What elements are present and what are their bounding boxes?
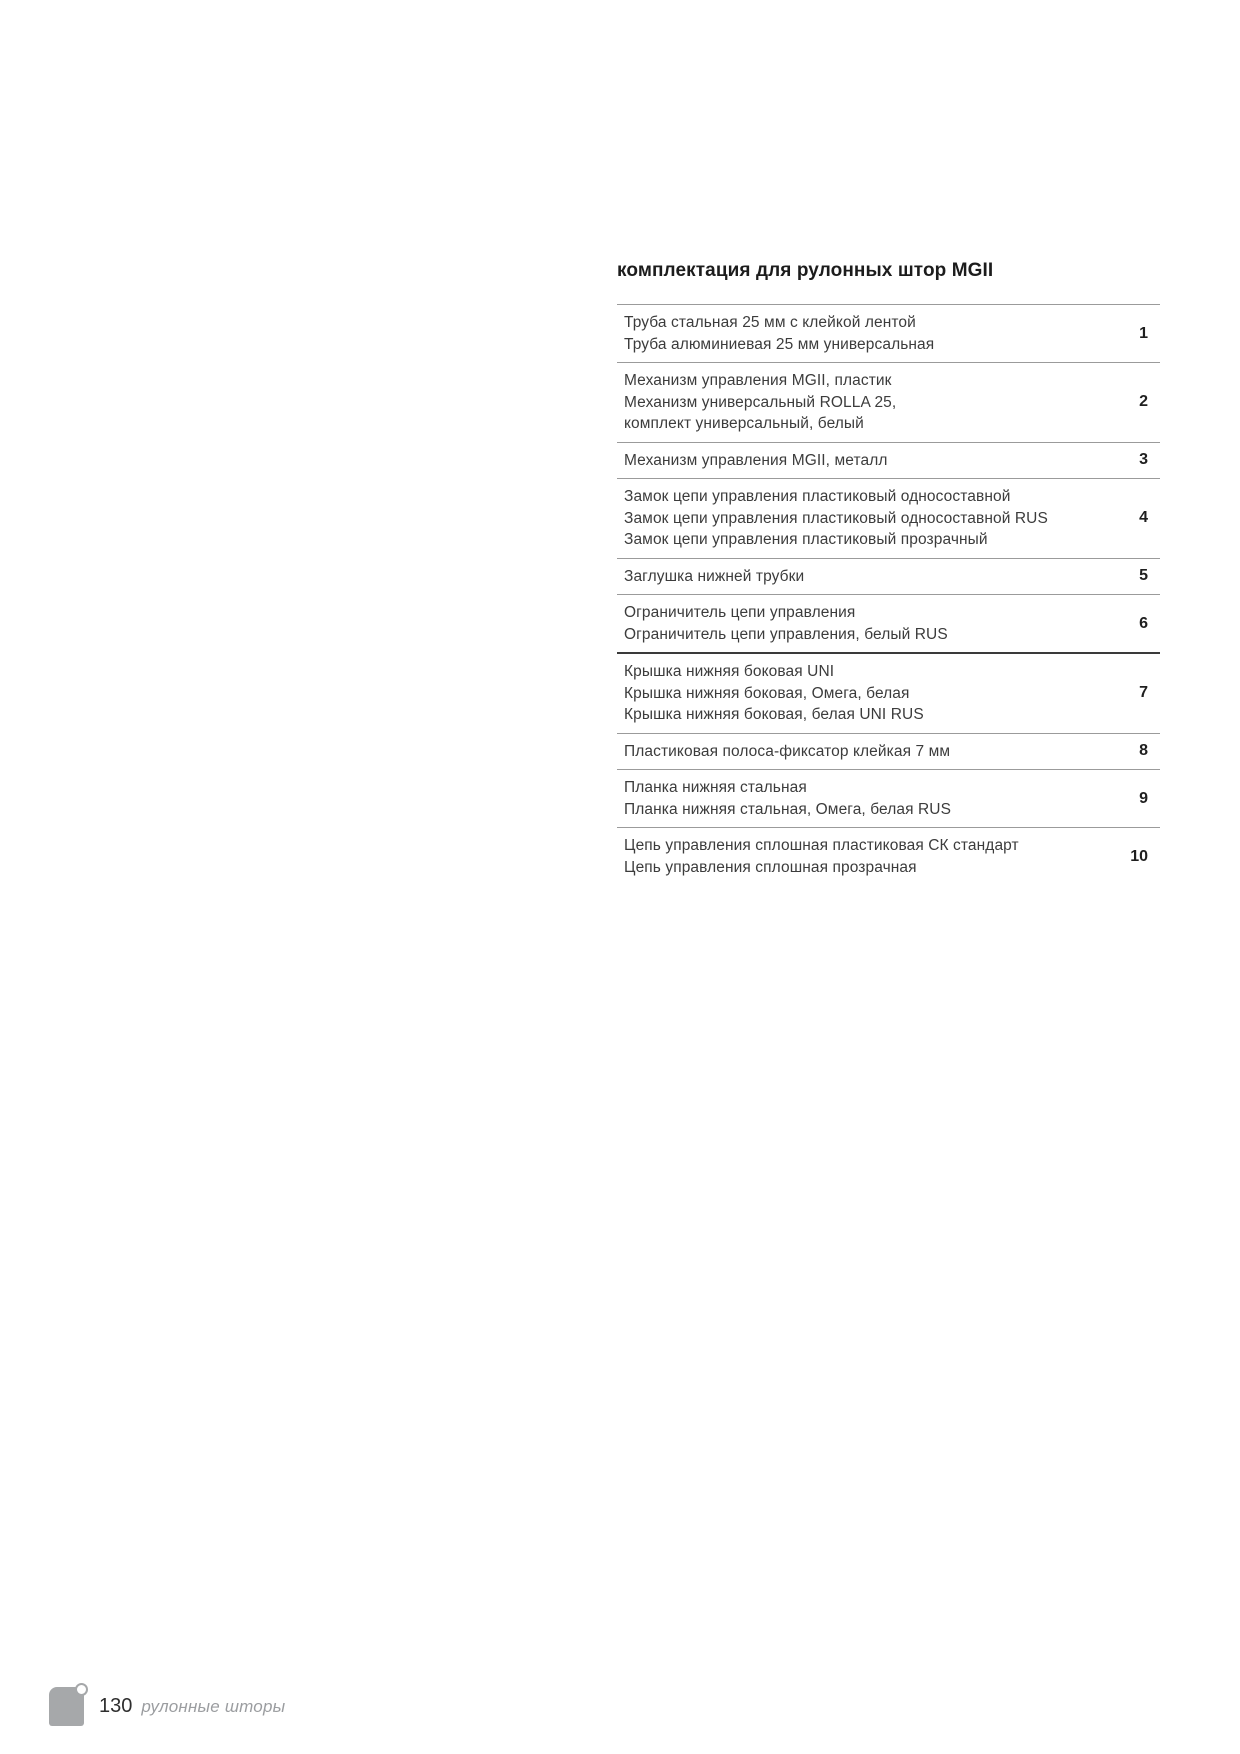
item-description-line: Механизм управления MGII, пластик	[624, 372, 892, 389]
item-description-line: Крышка нижняя боковая, белая UNI RUS	[624, 706, 924, 723]
item-number: 8	[1139, 742, 1148, 760]
item-descriptions	[617, 370, 1092, 435]
parts-table	[617, 304, 1160, 885]
item-description-line: Ограничитель цепи управления, белый RUS	[624, 625, 948, 643]
item-descriptions	[617, 835, 1092, 878]
item-number: 6	[1139, 614, 1148, 632]
footer-section-label: рулонные шторы	[141, 1696, 286, 1716]
table-row	[617, 478, 1160, 558]
table-row	[617, 733, 1160, 770]
page-footer	[49, 1687, 285, 1726]
item-description-line: Механизм универсальный ROLLA 25,	[624, 393, 897, 411]
fabric-swatch-icon	[49, 1687, 84, 1726]
item-number: 4	[1139, 509, 1148, 527]
item-descriptions	[617, 602, 1092, 645]
item-number: 9	[1139, 789, 1148, 807]
item-description-line: Крышка нижняя боковая UNI	[624, 663, 835, 680]
table-row	[617, 652, 1160, 733]
item-descriptions	[617, 661, 1092, 726]
table-row	[617, 362, 1160, 442]
item-descriptions	[617, 450, 1092, 472]
item-description-line: Труба стальная 25 мм с клейкой лентой	[624, 314, 916, 331]
item-description-line: Замок цепи управления пластиковый односоставной RUS	[624, 509, 1048, 527]
item-descriptions	[617, 777, 1092, 820]
item-number: 5	[1139, 567, 1148, 585]
item-number: 2	[1139, 393, 1148, 411]
item-descriptions	[617, 741, 1092, 763]
item-description-line: Пластиковая полоса-фиксатор клейкая 7 мм	[624, 742, 951, 760]
item-descriptions	[617, 486, 1092, 551]
item-description-line: комплект универсальный, белый	[624, 415, 864, 432]
item-description-line: Замок цепи управления пластиковый прозрачный	[624, 531, 988, 548]
item-description-line: Планка нижняя стальная, Омега, белая RUS	[624, 800, 952, 818]
item-description-line: Механизм управления MGII, металл	[624, 451, 888, 469]
item-descriptions	[617, 566, 1092, 588]
table-row	[617, 304, 1160, 362]
item-descriptions	[617, 312, 1092, 355]
item-number: 1	[1139, 324, 1148, 342]
item-description-line: Заглушка нижней трубки	[624, 567, 805, 585]
item-description-line: Планка нижняя стальная	[624, 779, 807, 796]
table-row	[617, 594, 1160, 652]
item-description-line: Цепь управления сплошная прозрачная	[624, 858, 917, 876]
parts-section	[617, 260, 1160, 885]
page-number: 130	[99, 1695, 133, 1717]
item-number: 7	[1139, 684, 1148, 702]
table-row	[617, 827, 1160, 885]
item-number: 3	[1139, 451, 1148, 469]
item-description-line: Крышка нижняя боковая, Омега, белая	[624, 684, 910, 702]
item-description-line: Труба алюминиевая 25 мм универсальная	[624, 335, 935, 353]
item-description-line: Цепь управления сплошная пластиковая СК стандарт	[624, 837, 1019, 854]
item-description-line: Замок цепи управления пластиковый односоставной	[624, 488, 1011, 505]
table-row	[617, 558, 1160, 595]
section-title: комплектация для рулонных штор MGII	[617, 260, 994, 281]
item-number: 10	[1130, 847, 1148, 865]
item-description-line: Ограничитель цепи управления	[624, 604, 856, 621]
table-row	[617, 442, 1160, 479]
swatch-hole-icon	[75, 1683, 88, 1696]
table-row	[617, 769, 1160, 827]
